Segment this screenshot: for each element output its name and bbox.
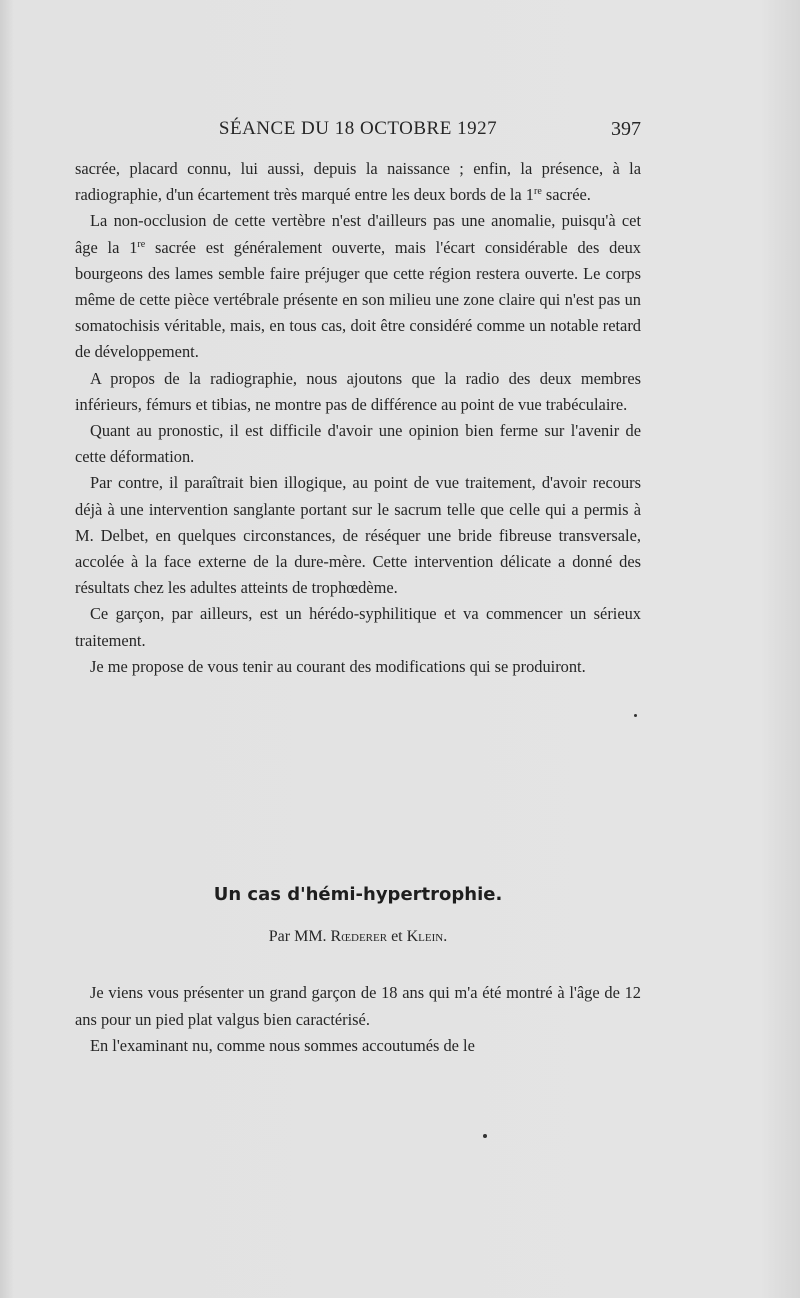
paragraph: Par contre, il paraîtrait bien illogique, au point de vue traitement, d'avoir recours déjà à une intervention sanglante portant sur le sacrum telle que celle qui a permis à M. Delbet, en quelques circonstances, de réséquer une bride fibreuse transversale, accolée à la face externe de la dure-mère. Cette intervention délicate a donné des résultats chez les adultes atteints de trophœdème. — [75, 473, 641, 598]
running-title: SÉANCE DU 18 OCTOBRE 1927 — [218, 118, 498, 139]
article-text — [75, 980, 641, 1060]
print-speck — [634, 714, 637, 717]
paragraph: Je viens vous présenter un grand garçon de 18 ans qui m'a été montré à l'âge de 12 ans pour un pied plat valgus bien caractérisé. — [75, 983, 641, 1029]
article-title: Un cas d'hémi-hypertrophie. — [213, 884, 503, 905]
paragraph: En l'examinant nu, comme nous sommes accoutumés de le — [90, 1036, 475, 1055]
previous-article-text — [75, 156, 641, 680]
paragraph: A propos de la radiographie, nous ajoutons que la radio des deux membres inférieurs, fémurs et tibias, ne montre pas de différence au point de vue trabéculaire. — [75, 368, 641, 414]
paragraph: sacrée, placard connu, lui aussi, depuis la naissance ; enfin, la présence, à la radiographie, d'un écartement très marqué entre les deux bords de la 1re sacrée. — [75, 159, 641, 205]
article-authors: Par MM. Rœderer et Klein. — [268, 928, 448, 945]
paragraph: La non-occlusion de cette vertèbre n'est d'ailleurs pas une anomalie, puisqu'à cet âge la 1re sacrée est généralement ouverte, mais l'écart considérable des deux bourgeons des lames semble faire préjuger que cette région restera ouverte. Le corps même de cette pièce vertébrale présente en son milieu une zone claire qui n'est pas un somatochisis véritable, mais, en tous cas, doit être considéré comme un notable retard de développement. — [75, 211, 641, 362]
paragraph: Quant au pronostic, il est difficile d'avoir une opinion bien ferme sur l'avenir de cette déformation. — [75, 421, 641, 467]
running-header — [75, 118, 641, 146]
print-speck — [483, 1134, 487, 1138]
author-name: Klein. — [406, 928, 448, 945]
paragraph: Ce garçon, par ailleurs, est un hérédo-syphilitique et va commencer un sérieux traitement. — [75, 604, 641, 650]
paragraph: Je me propose de vous tenir au courant des modifications qui se produiront. — [90, 656, 586, 676]
page-number: 397 — [611, 118, 641, 140]
author-name: Rœderer — [330, 928, 388, 945]
